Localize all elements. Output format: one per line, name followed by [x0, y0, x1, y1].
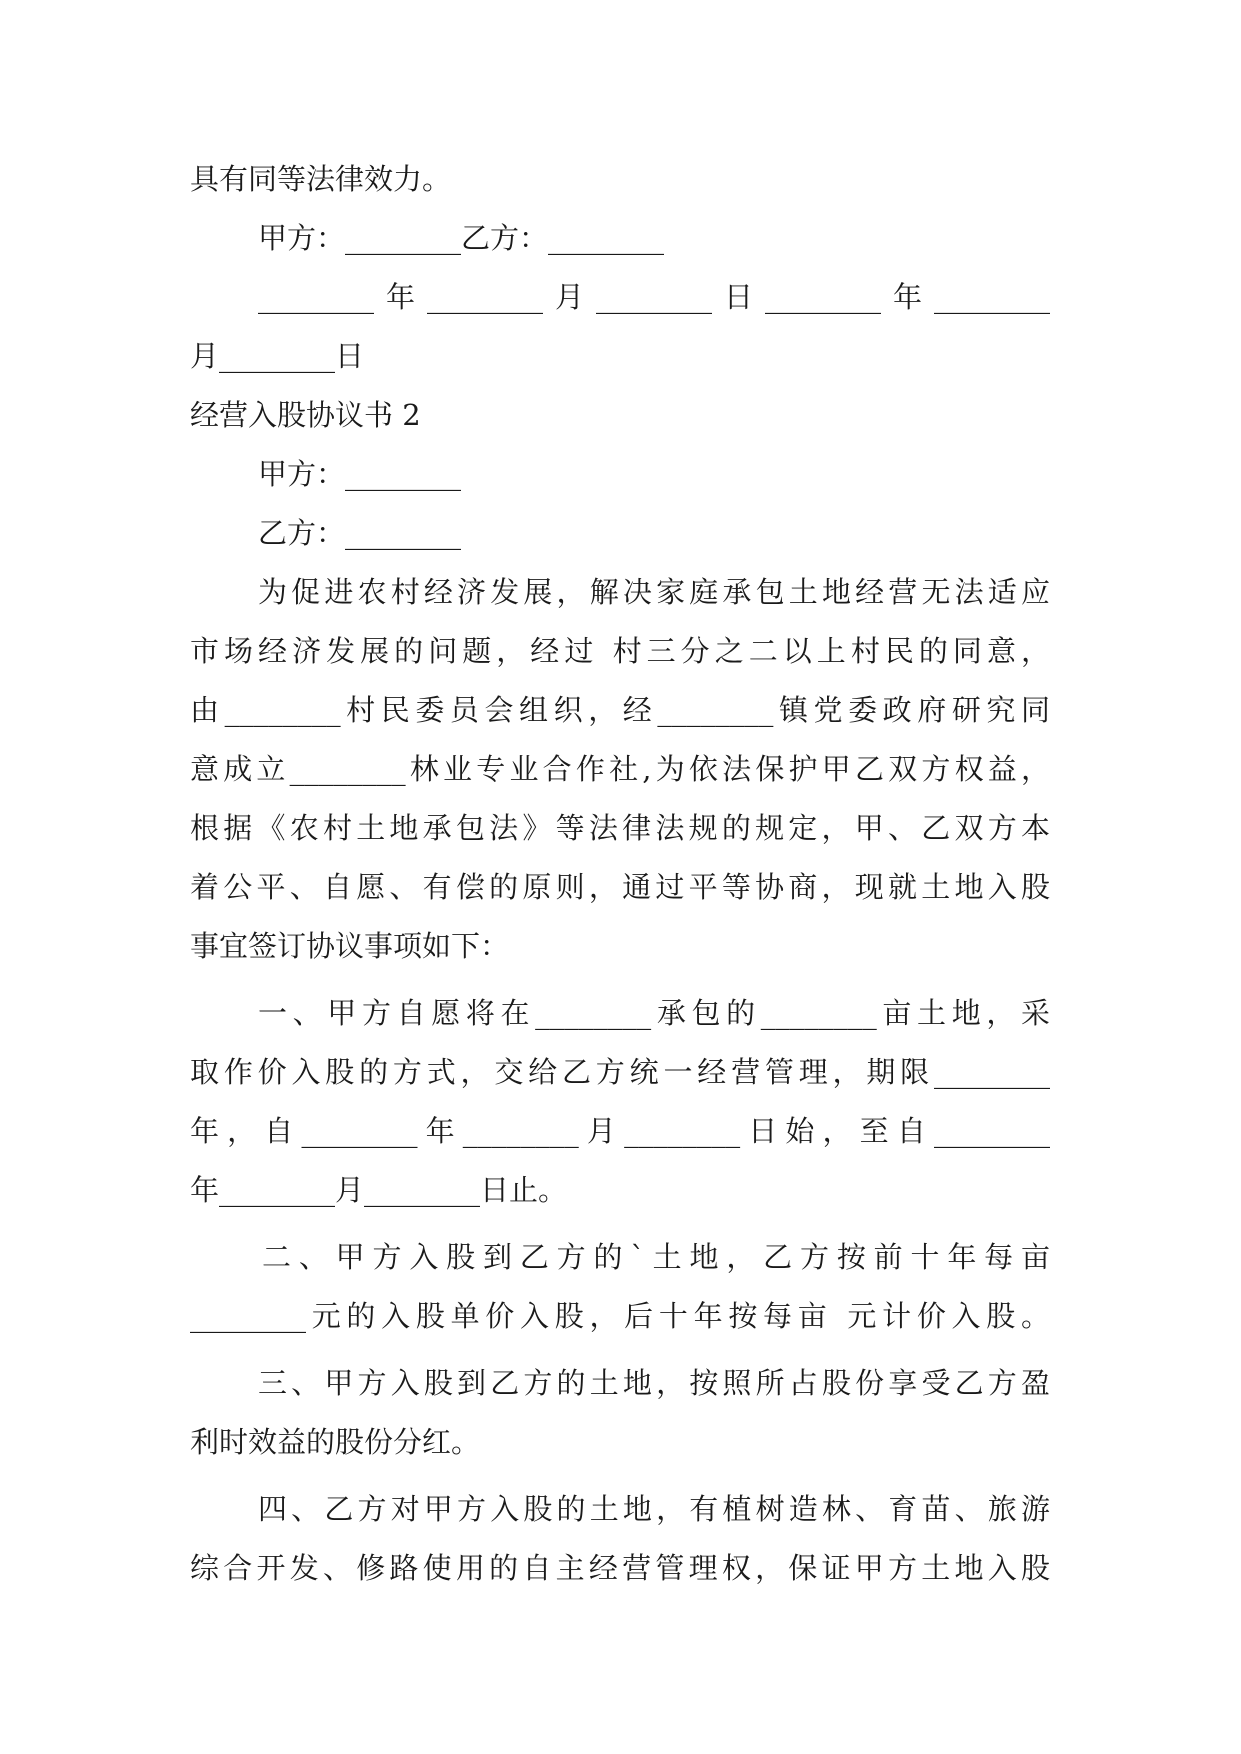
date-line: ________年________月________日________年________ [258, 280, 1050, 314]
clause-3-line: 三、甲方入股到乙方的土地，按照所占股份享受乙方盈 [258, 1366, 1050, 1400]
paragraph-line: 意成立________林业专业合作社,为依法保护甲乙双方权益， [190, 752, 1050, 786]
text-line: 具有同等法律效力。 [190, 162, 452, 196]
clause-2-line: ________元的入股单价入股，后十年按每亩 元计价入股。 [190, 1299, 1050, 1333]
paragraph-line: 根据《农村土地承包法》等法律法规的规定，甲、乙双方本 [190, 811, 1050, 845]
signature-parties-line: 甲方：________乙方：________ [258, 221, 665, 255]
clause-2-line: 二、甲方入股到乙方的`土地，乙方按前十年每亩 [262, 1240, 1050, 1274]
paragraph-line: 着公平、自愿、有偿的原则，通过平等协商，现就土地入股 [190, 870, 1050, 904]
paragraph-line: 为促进农村经济发展，解决家庭承包土地经营无法适应 [258, 575, 1050, 609]
document-page [190, 150, 1050, 1598]
section-title: 经营入股协议书 2 [190, 398, 421, 432]
clause-1-line: 年________月________日止。 [190, 1173, 568, 1207]
clause-1-line: 年，自________年________月________日始，至自________ [190, 1114, 1050, 1148]
clause-1-line: 取作价入股的方式，交给乙方统一经营管理，期限________ [190, 1055, 1050, 1089]
paragraph-line: 事宜签订协议事项如下： [190, 929, 510, 963]
clause-3-line: 利时效益的股份分红。 [190, 1425, 481, 1459]
clause-4-line: 四、乙方对甲方入股的土地，有植树造林、育苗、旅游 [258, 1492, 1050, 1526]
party-a-line: 甲方：________ [258, 457, 462, 491]
date-line-cont: 月________日 [190, 339, 365, 373]
paragraph-line: 由________村民委员会组织，经________镇党委政府研究同 [190, 693, 1050, 727]
clause-4-line: 综合开发、修路使用的自主经营管理权，保证甲方土地入股 [190, 1551, 1050, 1585]
clause-1-line: 一、甲方自愿将在________承包的________亩土地，采 [258, 996, 1050, 1030]
party-b-line: 乙方：________ [258, 516, 462, 550]
paragraph-line: 市场经济发展的问题，经过 村三分之二以上村民的同意， [190, 634, 1050, 668]
